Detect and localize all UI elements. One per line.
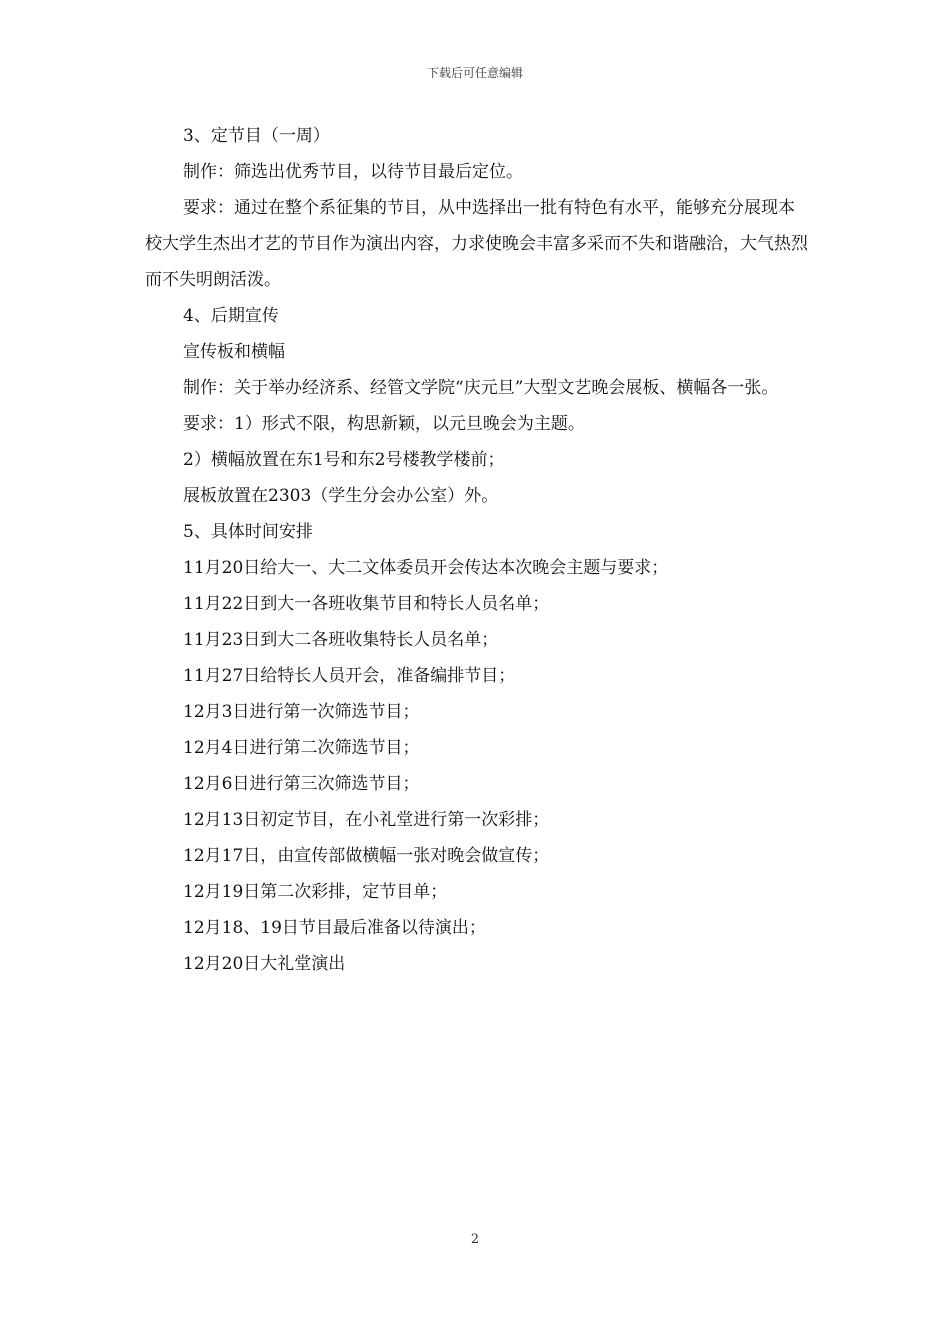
schedule-item: 12月20日大礼堂演出 — [183, 954, 346, 974]
section-3-title: 3、定节目（一周） — [183, 126, 330, 146]
section-5-title: 5、具体时间安排 — [183, 522, 313, 542]
schedule-item: 12月13日初定节目，在小礼堂进行第一次彩排； — [183, 810, 550, 830]
schedule-item: 12月4日进行第二次筛选节目； — [183, 738, 420, 758]
section-4-subtitle: 宣传板和横幅 — [183, 342, 285, 362]
schedule-item: 12月3日进行第一次筛选节目； — [183, 702, 420, 722]
section-3-requirements: 要求：通过在整个系征集的节目，从中选择出一批有特色有水平，能够充分展现本校大学生杰出才艺的节目作为演出内容，力求使晚会丰富多采而不失和谐融洽，大气热烈而不失明朗活泼。 — [145, 198, 808, 290]
schedule-item: 11月20日给大一、大二文体委员开会传达本次晚会主题与要求； — [183, 558, 669, 578]
schedule-item: 12月18、19日节目最后准备以待演出； — [183, 918, 486, 938]
page-header: 下载后可任意编辑 — [426, 66, 523, 80]
schedule-item: 12月19日第二次彩排，定节目单； — [183, 882, 448, 902]
section-4-production: 制作：关于举办经济系、经管文学院“庆元旦”大型文艺晚会展板、横幅各一张。 — [183, 378, 779, 398]
section-4-requirement-3: 展板放置在2303（学生分会办公室）外。 — [183, 486, 499, 506]
page-number: 2 — [470, 1232, 480, 1247]
document-body — [145, 118, 810, 982]
section-3-production: 制作：筛选出优秀节目，以待节目最后定位。 — [183, 162, 523, 182]
section-4-requirement-2: 2）横幅放置在东1号和东2号楼教学楼前； — [183, 450, 505, 470]
schedule-item: 12月17日，由宣传部做横幅一张对晚会做宣传； — [183, 846, 550, 866]
section-4-title: 4、后期宣传 — [183, 306, 279, 326]
schedule-list — [145, 550, 810, 982]
schedule-item: 11月23日到大二各班收集特长人员名单； — [183, 630, 499, 650]
schedule-item: 11月27日给特长人员开会，准备编排节目； — [183, 666, 516, 686]
section-4-requirement-1: 要求：1）形式不限，构思新颖，以元旦晚会为主题。 — [183, 414, 585, 434]
schedule-item: 11月22日到大一各班收集节目和特长人员名单； — [183, 594, 550, 614]
schedule-item: 12月6日进行第三次筛选节目； — [183, 774, 420, 794]
